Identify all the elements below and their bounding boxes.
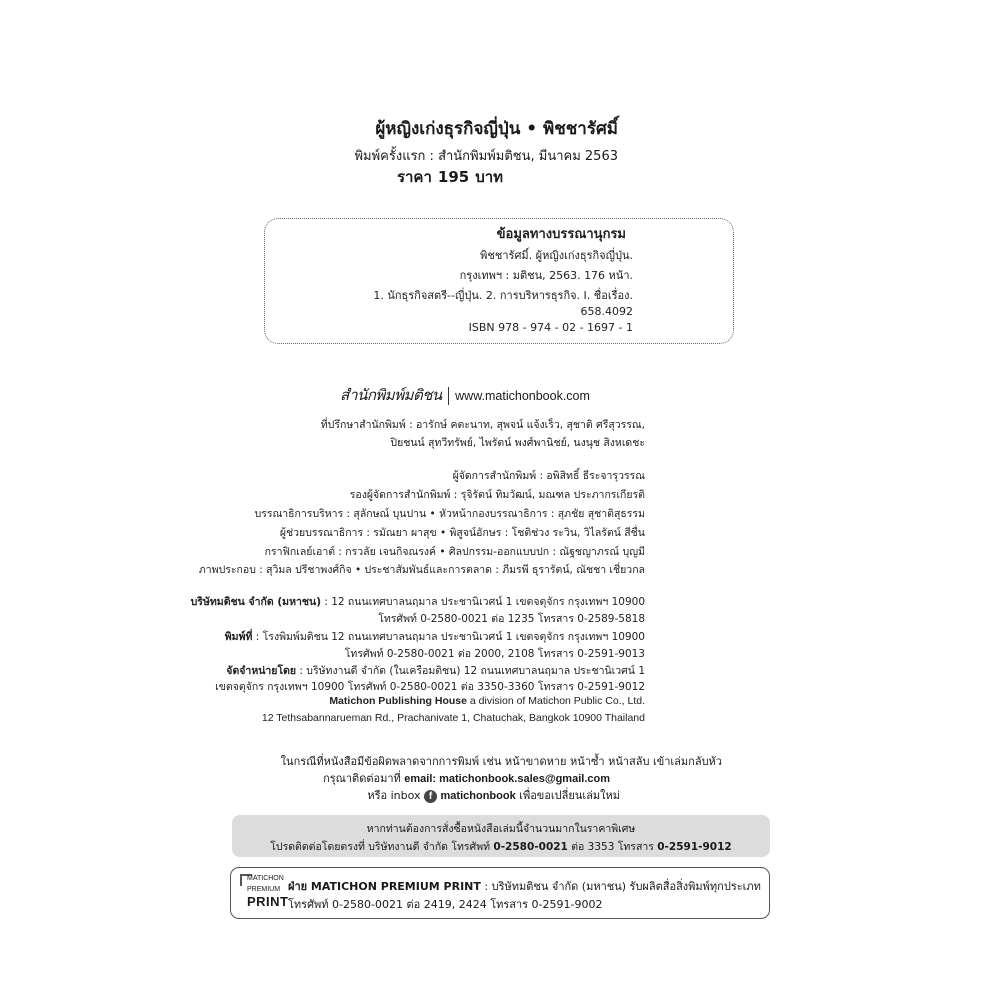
staff-line: รองผู้จัดการสำนักพิมพ์ : รุจิรัตน์ ทิมวัฒน์, มณฑล ประภากรเกียรติ [349,489,645,501]
advisors-line1: ที่ปรึกษาสำนักพิมพ์ : อารักษ์ คตะนาท, สุพจน์ แจ้งเร็ว, สุชาติ ศรีสุวรรณ, [320,419,645,431]
printer-phone: โทรศัพท์ 0-2580-0021 ต่อ 2000, 2108 โทรสาร 0-2591-9013 [344,648,645,660]
staff-line: ผู้จัดการสำนักพิมพ์ : อพิสิทธิ์ ธีระจารุวรรณ [452,470,645,482]
cataloging-box [264,218,734,344]
correction-contact: กรุณาติดต่อมาที่ [323,772,405,785]
logo-text-line: MATICHON [247,875,284,882]
cip-isbn: ISBN 978 - 974 - 02 - 1697 - 1 [468,321,633,334]
distributor-phone: เขตจตุจักร กรุงเทพฯ 10900 โทรศัพท์ 0-2580-0021 ต่อ 3350-3360 โทรสาร 0-2591-9012 [215,681,645,693]
cip-line: พิชชารัศมิ์. ผู้หญิงเก่งธุรกิจญี่ปุ่น. [480,249,633,262]
correction-line3 [367,786,620,804]
bulk-order-contact: โปรดติดต่อโดยตรงที่ บริษัทงานดี จำกัด โทรศัพท์ [270,841,494,853]
premium-print-line1 [288,877,761,895]
logo-text-line: PREMIUM [247,886,281,893]
owner-line [191,593,645,610]
cip-line: 658.4092 [580,305,633,318]
facebook-page[interactable]: matichonbook [440,790,516,802]
distributor-line [226,662,645,679]
bulk-order-box [232,815,770,857]
facebook-icon: f [424,790,437,803]
divider [448,387,450,405]
staff-line: บรรณาธิการบริหาร : สุลักษณ์ บุนปาน • หัวหน้ากองบรรณาธิการ : สุภชัย สุชาติสุธรรม [254,508,645,520]
bulk-order-fax-label: โทรสาร [617,841,658,853]
premium-print-desc: : บริษัทมติชน จำกัด (มหาชน) รับผลิตสื่อสิ่งพิมพ์ทุกประเภท [480,880,761,893]
bulk-order-line1: หากท่านต้องการสั่งซื้อหนังสือเล่มนี้จำนวนมากในราคาพิเศษ [366,823,636,835]
publisher-brand [340,383,640,405]
owner-address: : 12 ถนนเทศบาลนฤมาล ประชานิเวศน์ 1 เขตจตุจักร กรุงเทพฯ 10900 [321,596,645,608]
correction-email[interactable]: email: matichonbook.sales@gmail.com [404,773,610,785]
distributor-label: จัดจำหน่ายโดย [226,665,297,677]
cip-heading: ข้อมูลทางบรรณานุกรม [496,227,626,242]
price [350,165,550,189]
correction-line2 [323,769,610,787]
owner-label: บริษัทมติชน จำกัด (มหาชน) [190,596,322,608]
first-edition: พิมพ์ครั้งแรก : สำนักพิมพ์มติชน, มีนาคม 2563 [354,149,618,164]
bulk-order-ext: ต่อ 3353 [567,841,618,853]
premium-print-line2: โทรศัพท์ 0-2580-0021 ต่อ 2419, 2424 โทรสาร 0-2591-9002 [288,898,603,911]
correction-line1: ในกรณีที่หนังสือมีข้อผิดพลาดจากการพิมพ์ เช่น หน้าขาดหาย หน้าซ้ำ หน้าสลับ เข้าเล่มกลับหัว [280,755,722,768]
bulk-order-phone: 0-2580-0021 [493,841,568,853]
owner-phone: โทรศัพท์ 0-2580-0021 ต่อ 1235 โทรสาร 0-2589-5818 [378,613,645,625]
printer-line [225,628,645,645]
cip-line: 1. นักธุรกิจสตรี--ญี่ปุ่น. 2. การบริหารธุรกิจ. I. ชื่อเรื่อง. [373,289,633,302]
english-address: 12 Tethsabannarueman Rd., Prachanivate 1, Chatuchak, Bangkok 10900 Thailand [261,712,645,724]
premium-print-box [230,867,770,919]
price-unit: บาท [475,168,504,186]
price-value: 195 [437,168,470,186]
logo-text-line: PRINT [247,894,289,909]
english-name-line [329,695,645,707]
cip-line: กรุงเทพฯ : มติชน, 2563. 176 หน้า. [459,269,633,282]
advisors-line2: ปิยชนน์ สุทวีทรัพย์, ไพรัตน์ พงศ์พานิชย์, นงนุช สิงหเดชะ [390,437,645,449]
premium-print-label: ฝ่าย MATICHON PREMIUM PRINT [288,880,481,893]
bulk-order-line2 [232,838,770,855]
staff-line: ผู้ช่วยบรรณาธิการ : รมัณยา ผาสุข • พิสูจน์อักษร : โชติช่วง ระวิน, วิไลรัตน์ สีชื่น [279,527,645,539]
english-division: a division of Matichon Public Co., Ltd. [466,695,645,707]
correction-suffix: เพื่อขอเปลี่ยนเล่มใหม่ [515,789,620,802]
printer-label: พิมพ์ที่ [224,631,253,643]
staff-line: กราฟิกเลย์เอาต์ : กรวลัย เจนกิจณรงค์ • ศิลปกรรม-ออกแบบปก : ณัฐชญาภรณ์ บุญมี [264,546,645,558]
english-publisher-name: Matichon Publishing House [329,695,467,707]
premium-print-logo [240,874,289,912]
printer-address: : โรงพิมพ์มติชน 12 ถนนเทศบาลนฤมาล ประชานิเวศน์ 1 เขตจตุจักร กรุงเทพฯ 10900 [252,631,645,643]
publisher-logo: สำนักพิมพ์มติชน [340,386,442,404]
bulk-order-fax: 0-2591-9012 [657,841,732,853]
correction-inbox: หรือ inbox [367,789,425,802]
staff-line: ภาพประกอบ : สุวิมล ปรีชาพงศ์กิจ • ประชาสัมพันธ์และการตลาด : ภีมรพี ธุรารัตน์, ณัชชา เชี่ยวกล [198,564,645,576]
book-title: ผู้หญิงเก่งธุรกิจญี่ปุ่น • พิชชารัศมิ์ [375,119,618,139]
distributor-address: : บริษัทงานดี จำกัด (ในเครือมติชน) 12 ถนนเทศบาลนฤมาล ประชานิเวศน์ 1 [296,665,645,677]
publisher-url[interactable]: www.matichonbook.com [455,389,590,403]
price-label: ราคา [396,168,432,186]
